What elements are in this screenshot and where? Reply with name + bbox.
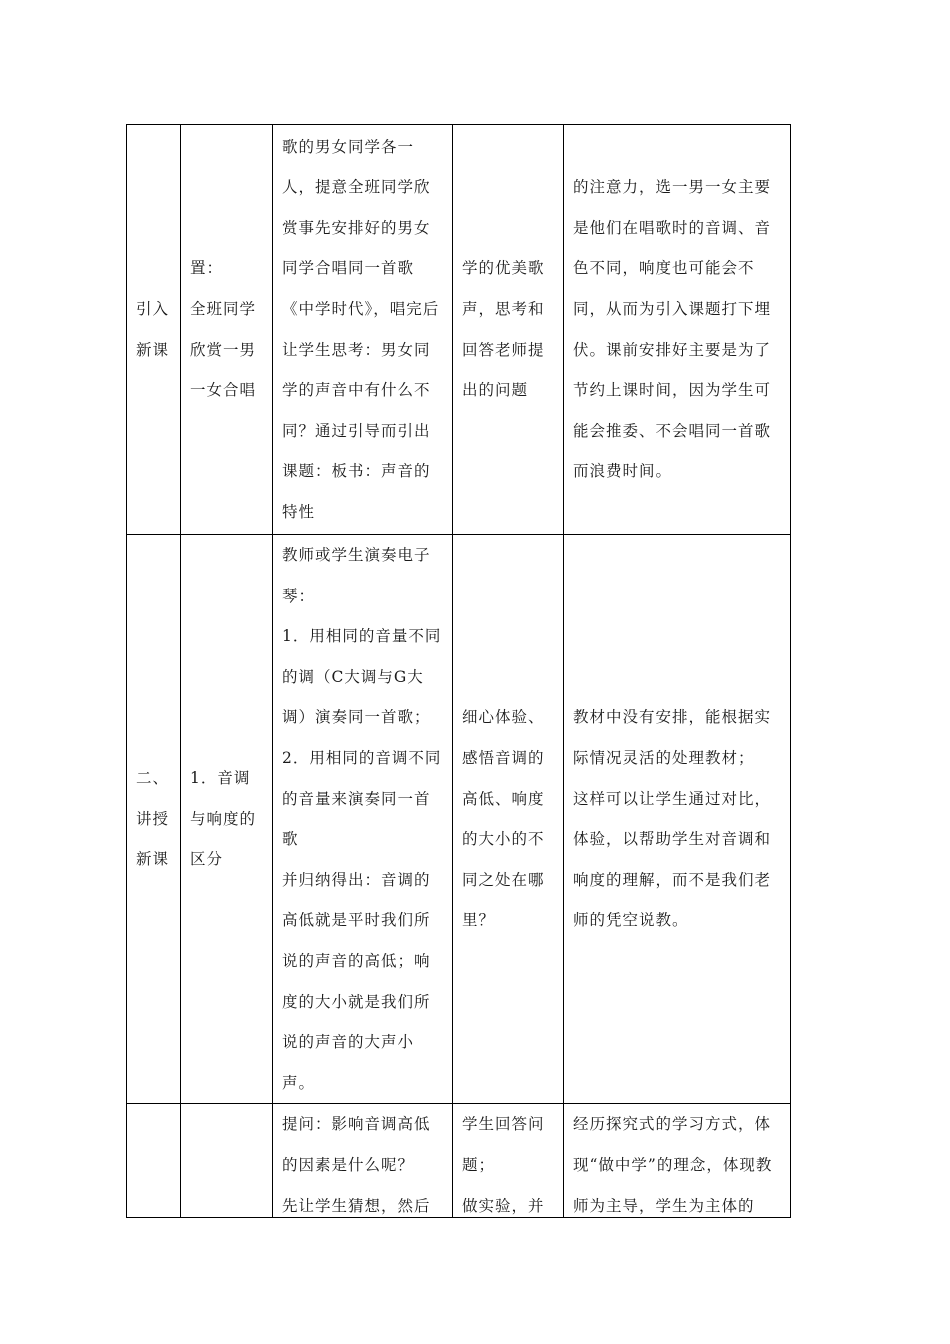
student-activity-text: 学的优美歌声，思考和回答老师提出的问题 (462, 259, 545, 400)
table-row (127, 125, 791, 535)
design-intent-cell (564, 535, 791, 1104)
step-cell (181, 535, 273, 1104)
design-intent-text: 教材中没有安排，能根据实际情况灵活的处理教材； 这样可以让学生通过对比，体验，以帮助学生对音调和响度的理解，而不是我们老师的凭空说教。 (573, 708, 772, 930)
table-row (127, 1104, 791, 1218)
design-intent-text: 经历探究式的学习方式，体现“做中学”的理念，体现教师为主导，学生为主体的 (573, 1115, 773, 1215)
design-intent-cell (564, 1104, 791, 1218)
stage-label: 二、 讲授 新课 (136, 769, 170, 869)
teacher-activity-cell (273, 125, 453, 535)
stage-cell (127, 125, 181, 535)
student-activity-cell (453, 535, 564, 1104)
teacher-activity-cell (273, 535, 453, 1104)
step-cell (181, 1104, 273, 1218)
step-label: 1．音调与响度的区分 (190, 769, 257, 869)
design-intent-cell (564, 125, 791, 535)
stage-cell (127, 535, 181, 1104)
teacher-activity-text: 提问：影响音调高低的因素是什么呢？ 先让学生猜想，然后 (282, 1115, 431, 1215)
student-activity-text: 细心体验、感悟音调的高低、响度的大小的不同之处在哪里？ (462, 708, 545, 930)
stage-label: 引入 新课 (136, 299, 170, 359)
teacher-activity-text: 歌的男女同学各一人，提意全班同学欣赏事先安排好的男女同学合唱同一首歌《中学时代》，唱完后让学生思考：男女同学的声音中有什么不同？通过引导而引出课题：板书：声音的特性 (282, 137, 440, 521)
stage-cell (127, 1104, 181, 1218)
teacher-activity-cell (273, 1104, 453, 1218)
table-row (127, 535, 791, 1104)
design-intent-text: 的注意力，选一男一女主要是他们在唱歌时的音调、音色不同，响度也可能会不同，从而为引入课题打下埋伏。课前安排好主要是为了节约上课时间，因为学生可能会推委、不会唱同一首歌而浪费时间。 (573, 178, 772, 481)
step-label: 置： 全班同学欣赏一男一女合唱 (190, 259, 257, 400)
student-activity-text: 学生回答问题； 做实验，并 (462, 1115, 545, 1215)
student-activity-cell (453, 125, 564, 535)
teacher-activity-text: 教师或学生演奏电子琴： 1．用相同的音量不同的调（C大调与G大调）演奏同一首歌； 2．用相同的音调不同的音量来演奏同一首歌 并归纳得出：音调的高低就是平时我们所说的声音的高低；响度的大小就是我们所说的声音的大声小声。 (282, 546, 442, 1092)
step-cell (181, 125, 273, 535)
student-activity-cell (453, 1104, 564, 1218)
lesson-plan-table (126, 124, 791, 1218)
